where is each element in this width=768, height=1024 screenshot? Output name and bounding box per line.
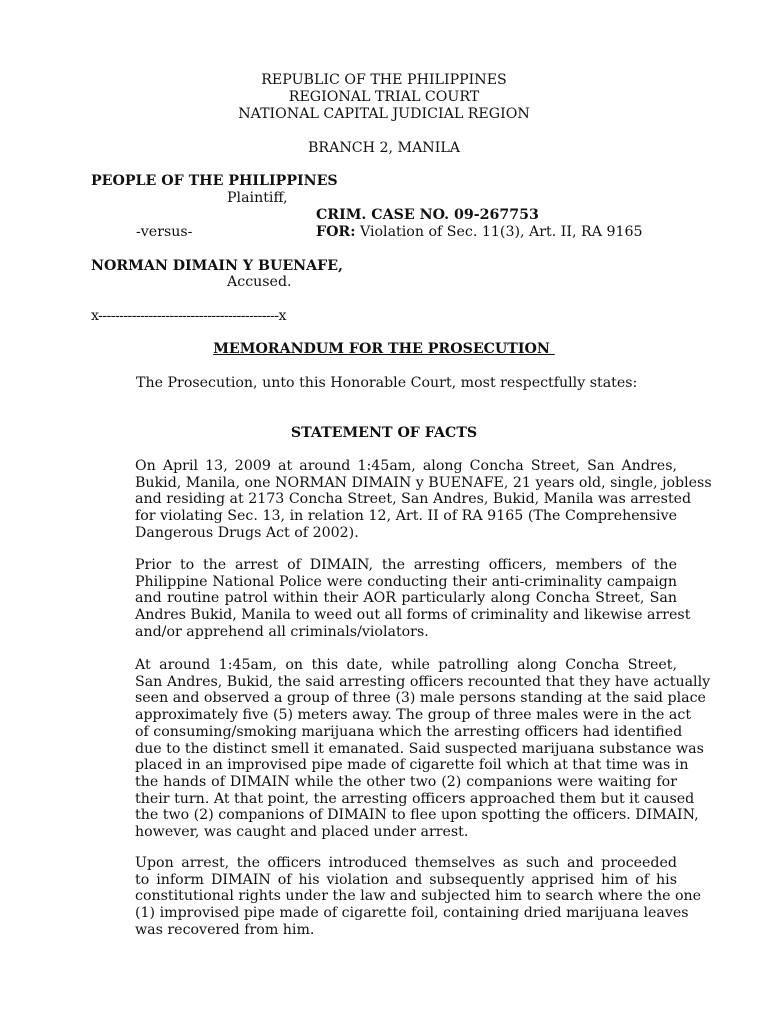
- paragraph-line: On April 13, 2009 at around 1:45am, along Concha Street, San Andres,: [135, 458, 677, 474]
- paragraph-line: constitutional rights under the law and subjected him to search where the one: [135, 888, 702, 905]
- case-number: CRIM. CASE NO. 09-267753: [316, 207, 539, 223]
- paragraph-line: Philippine National Police were conducting their anti-criminality campaign: [135, 573, 677, 590]
- charge-line: [316, 224, 643, 241]
- plaintiff-name: PEOPLE OF THE PHILIPPINES: [91, 173, 338, 189]
- paragraph-line: Bukid, Manila, one NORMAN DIMAIN y BUENAFE, 21 years old, single, jobless: [135, 474, 712, 491]
- paragraph-2: [91, 557, 691, 641]
- paragraph-line: their turn. At that point, the arresting officers approached them but it caused: [135, 790, 695, 807]
- paragraph-line: Upon arrest, the officers introduced themselves as such and proceeded: [135, 855, 677, 871]
- paragraph-line: San Andres, Bukid, the said arresting officers recounted that they have actually: [135, 673, 711, 690]
- document-title-text: MEMORANDUM FOR THE PROSECUTION: [213, 341, 555, 357]
- paragraph-line: (1) improvised pipe made of cigarette foil, containing dried marijuana leaves: [135, 905, 689, 922]
- caption-separator: x-------------------------------------------x: [91, 308, 286, 324]
- paragraph-line: At around 1:45am, on this date, while patrolling along Concha Street,: [135, 657, 677, 673]
- paragraph-line: placed in an improvised pipe made of cigarette foil which at that time was in: [135, 757, 689, 774]
- paragraph-line: and residing at 2173 Concha Street, San Andres, Bukid, Manila was arrested: [135, 491, 692, 508]
- section-heading: STATEMENT OF FACTS: [290, 425, 478, 441]
- paragraph-line: approximately five (5) meters away. The group of three males were in the act: [135, 707, 692, 724]
- paragraph-line: and routine patrol within their AOR particularly along Concha Street, San: [135, 590, 677, 607]
- paragraph-line: Andres Bukid, Manila to weed out all forms of criminality and likewise arrest: [135, 607, 691, 624]
- paragraph-4: [91, 855, 702, 939]
- paragraph-line: the two (2) companions of DIMAIN to flee upon spotting the officers. DIMAIN,: [135, 807, 699, 824]
- accused-name: NORMAN DIMAIN Y BUENAFE,: [91, 258, 343, 274]
- paragraph-line: however, was caught and placed under arrest.: [135, 824, 469, 841]
- paragraph-line: and/or apprehend all criminals/violators.: [135, 623, 429, 640]
- for-label: FOR:: [316, 224, 356, 240]
- paragraph-1: [91, 458, 712, 542]
- header-region: NATIONAL CAPITAL JUDICIAL REGION: [238, 106, 530, 122]
- intro-statement: The Prosecution, unto this Honorable Court, most respectfully states:: [136, 375, 638, 391]
- paragraph-line: for violating Sec. 13, in relation 12, Art. II of RA 9165 (The Comprehensive: [135, 508, 677, 525]
- accused-role: Accused.: [227, 274, 292, 290]
- header-branch: BRANCH 2, MANILA: [307, 140, 460, 156]
- charge-text: Violation of Sec. 11(3), Art. II, RA 9165: [355, 224, 643, 240]
- paragraph-line: Dangerous Drugs Act of 2002).: [135, 524, 359, 541]
- paragraph-line: of consuming/smoking marijuana which the arresting officers had identified: [135, 723, 683, 740]
- versus-label: -versus-: [136, 224, 193, 240]
- paragraph-line: Prior to the arrest of DIMAIN, the arresting officers, members of the: [135, 557, 677, 573]
- plaintiff-role: Plaintiff,: [227, 190, 288, 206]
- paragraph-line: seen and observed a group of three (3) male persons standing at the said place: [135, 690, 706, 707]
- document-title: [0, 341, 768, 358]
- header-court: REGIONAL TRIAL COURT: [288, 89, 480, 105]
- paragraph-line: was recovered from him.: [135, 921, 315, 938]
- paragraph-line: the hands of DIMAIN while the other two (2) companions were waiting for: [135, 773, 677, 790]
- paragraph-line: due to the distinct smell it emanated. Said suspected marijuana substance was: [135, 740, 704, 757]
- paragraph-3: [91, 657, 711, 841]
- header-republic: REPUBLIC OF THE PHILIPPINES: [261, 72, 507, 88]
- paragraph-line: to inform DIMAIN of his violation and subsequently apprised him of his: [135, 871, 677, 888]
